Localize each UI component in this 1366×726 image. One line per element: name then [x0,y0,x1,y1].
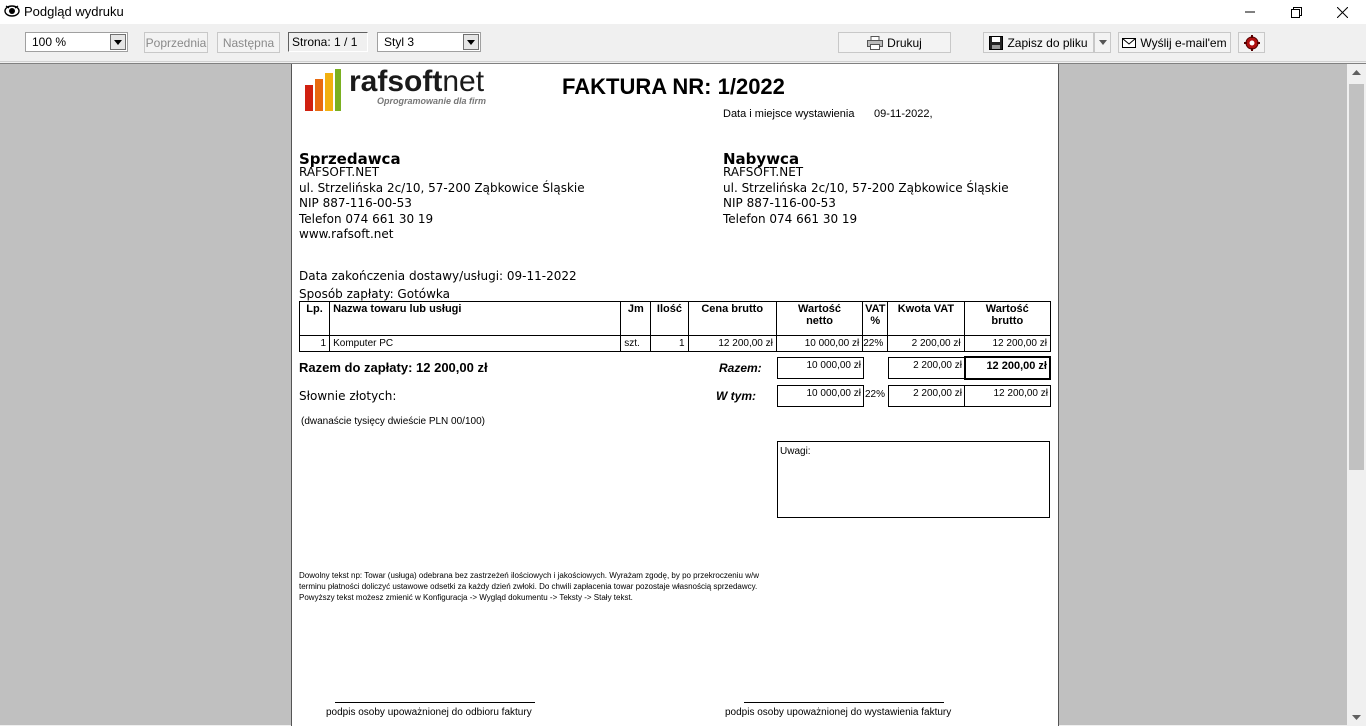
cell-lp: 1 [300,336,330,352]
floppy-disk-icon [989,36,1003,50]
logo-name: rafsoft [349,65,443,98]
gear-icon [1244,35,1260,51]
logo-bars-icon [304,69,342,113]
envelope-icon [1122,38,1136,48]
chevron-down-icon[interactable] [110,34,126,50]
col-header-jm: Jm [621,302,651,336]
scroll-up-button[interactable] [1347,64,1366,81]
title-bar [0,0,1366,24]
buyer-heading: Nabywca [723,150,800,168]
settings-button[interactable] [1238,32,1265,53]
cell-name: Komputer PC [330,336,621,352]
minimize-icon [1245,7,1255,17]
footer-line: Powyższy tekst możesz zmienić w Konfiguracja -> Wygląd dokumentu -> Teksty -> Stały tekst. [299,593,633,602]
window-title: Podgląd wydruku [24,4,124,19]
invoice-title: FAKTURA NR: 1/2022 [562,74,785,99]
zoom-select[interactable] [25,32,128,52]
buyer-nip: NIP 887-116-00-53 [723,196,836,210]
print-label: Drukuj [887,35,922,50]
gross-header-line1: Wartość [985,303,1029,315]
col-header-name: Nazwa towaru lub usługi [330,302,621,336]
buyer-address: ul. Strzelińska 2c/10, 57-200 Ząbkowice Śląskie [723,181,1009,195]
wtym-vat-amount: 2 200,00 zł [888,385,965,407]
cell-vat: 22% [863,336,888,352]
vertical-scrollbar[interactable] [1347,64,1366,726]
eye-icon [4,3,20,19]
seller-name: RAFSOFT.NET [299,165,380,179]
cell-vat-amount: 2 200,00 zł [888,336,964,352]
delivery-date: Data zakończenia dostawy/usługi: 09-11-2022 [299,269,577,283]
razem-vat-amount: 2 200,00 zł [888,357,965,379]
amount-in-words: (dwanaście tysięcy dwieście PLN 00/100) [301,416,485,427]
vat-header-line2: % [870,315,881,327]
chevron-down-icon[interactable] [463,34,479,50]
buyer-name: RAFSOFT.NET [723,165,804,179]
logo-tagline: Oprogramowanie dla firm [377,96,487,106]
net-header-line2: netto [806,315,833,327]
wtym-net: 10 000,00 zł [777,385,864,407]
signature-issuer-label: podpis osoby upoważnionej do wystawienia faktury [725,707,952,718]
col-header-gross [964,302,1050,336]
cell-price: 12 200,00 zł [688,336,776,352]
payment-method: Sposób zapłaty: Gotówka [299,287,451,301]
next-button[interactable] [217,32,280,53]
style-select[interactable] [377,32,481,52]
logo-suffix: net [442,65,485,98]
invoice-page [291,64,1059,726]
col-header-qty: Ilość [651,302,688,336]
wtym-vat-rate: 22% [865,389,886,400]
razem-label: Razem: [719,361,762,375]
signature-receiver-label: podpis osoby upoważnionej do odbioru faktury [326,707,532,718]
wtym-label: W tym: [716,389,756,403]
footer-line: Dowolny tekst np: Towar (usługa) odebrana bez zastrzeżeń ilościowych i jakościowych. Wyrażam zgodę, by po przekroczeniu w/w [299,571,759,580]
scroll-down-button[interactable] [1347,709,1366,726]
save-to-file-button[interactable] [983,32,1094,53]
notes-label: Uwagi: [780,446,811,457]
signature-line-receiver [335,702,535,703]
restore-icon [1291,7,1302,18]
toolbar [0,24,1366,62]
razem-gross: 12 200,00 zł [964,356,1051,380]
gross-header-line2: brutto [991,315,1024,327]
minimize-button[interactable] [1227,0,1273,24]
notes-box [777,441,1050,518]
chevron-down-icon [1352,715,1361,720]
footer-line: terminu płatności doliczyć ustawowe odsetki za każdy dzień zwłoki. Do chwili zapłacenia towar pozostaje własnością sprzedawcy. [299,582,758,591]
items-table [299,301,1051,352]
close-button[interactable] [1319,0,1365,24]
preview-area [0,63,1366,725]
save-label: Zapisz do pliku [1007,35,1088,50]
email-label: Wyślij e-mail'em [1140,35,1227,50]
scrollbar-thumb[interactable] [1349,84,1364,470]
issue-date-value: 09-11-2022, [874,108,933,120]
restore-button[interactable] [1273,0,1319,24]
zoom-value: 100 % [32,35,67,49]
print-button[interactable] [838,32,951,53]
page-indicator: Strona: 1 / 1 [288,32,368,52]
chevron-down-icon [1099,40,1107,45]
amount-in-words-label: Słownie złotych: [299,389,397,403]
seller-nip: NIP 887-116-00-53 [299,196,412,210]
col-header-lp: Lp. [300,302,330,336]
col-header-vat [863,302,888,336]
vat-header-line1: VAT [865,303,886,315]
col-header-price: Cena brutto [688,302,776,336]
cell-net: 10 000,00 zł [776,336,862,352]
wtym-gross: 12 200,00 zł [964,385,1051,407]
next-label: Następna [222,35,275,50]
save-options-dropdown[interactable] [1094,32,1111,53]
signature-line-issuer [744,702,944,703]
table-header-row [300,302,1051,336]
seller-address: ul. Strzelińska 2c/10, 57-200 Ząbkowice Śląskie [299,181,585,195]
previous-button[interactable] [144,32,208,53]
razem-net: 10 000,00 zł [777,357,864,379]
printer-icon [867,36,883,50]
cell-qty: 1 [651,336,688,352]
seller-phone: Telefon 074 661 30 19 [299,212,434,226]
company-logo [349,64,484,100]
cell-jm: szt. [621,336,651,352]
col-header-net [776,302,862,336]
previous-label: Poprzednia [145,35,207,50]
col-header-vat-amount: Kwota VAT [888,302,964,336]
close-icon [1337,7,1348,18]
issue-date-label: Data i miejsce wystawienia [723,108,855,120]
footer-text [299,570,759,603]
seller-website: www.rafsoft.net [299,227,394,241]
style-value: Styl 3 [384,35,415,49]
cell-gross: 12 200,00 zł [964,336,1050,352]
chevron-up-icon [1352,70,1361,75]
send-email-button[interactable] [1118,32,1231,53]
total-to-pay: Razem do zapłaty: 12 200,00 zł [299,360,488,375]
buyer-phone: Telefon 074 661 30 19 [723,212,858,226]
net-header-line1: Wartość [798,303,842,315]
seller-heading: Sprzedawca [299,150,401,168]
table-row [300,336,1051,352]
